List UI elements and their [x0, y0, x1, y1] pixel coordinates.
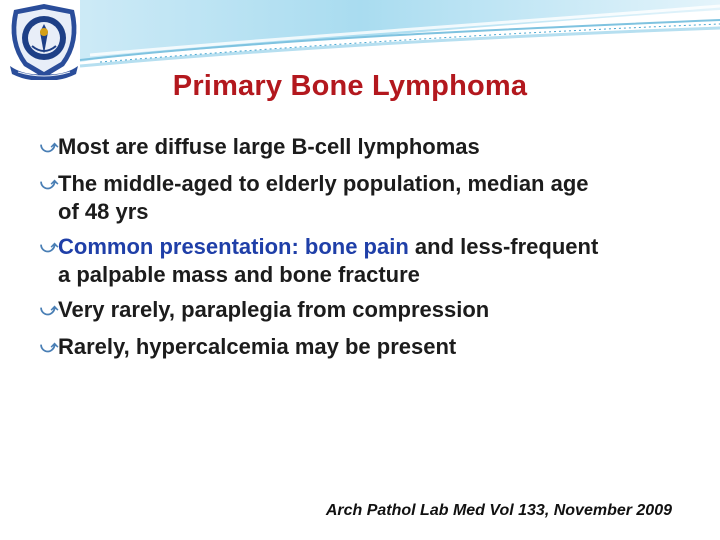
bullet-highlight-text: Common presentation: bone pain — [58, 234, 409, 259]
bullet-text: and less-frequent — [408, 234, 599, 259]
slide-title: Primary Bone Lymphoma — [172, 70, 528, 102]
curved-arrow-icon: ⤻ — [40, 237, 59, 256]
bullet-text: The middle-aged to elderly population, median age — [58, 171, 589, 196]
bullet-continuation: a palpable mass and bone fracture — [58, 262, 420, 287]
bullet-item — [40, 328, 710, 365]
institution-seal-logo — [4, 2, 84, 80]
citation-reference: Arch Pathol Lab Med Vol 133, November 2009 — [325, 502, 672, 519]
bullet-list — [40, 128, 710, 365]
curved-arrow-icon: ⤻ — [40, 300, 59, 319]
bullet-continuation: of 48 yrs — [58, 199, 149, 224]
bullet-text: Most are diffuse large B-cell lymphomas — [58, 134, 480, 159]
header-wave-banner — [0, 0, 720, 80]
bullet-item — [40, 128, 710, 165]
bullet-text: Very rarely, paraplegia from compression — [58, 297, 490, 322]
bullet-item — [40, 291, 710, 328]
bullet-text: Rarely, hypercalcemia may be present — [58, 334, 457, 359]
bullet-item — [40, 165, 710, 228]
bullet-item — [40, 228, 710, 291]
curved-arrow-icon: ⤻ — [40, 337, 59, 356]
curved-arrow-icon: ⤻ — [40, 137, 59, 156]
curved-arrow-icon: ⤻ — [40, 174, 59, 193]
